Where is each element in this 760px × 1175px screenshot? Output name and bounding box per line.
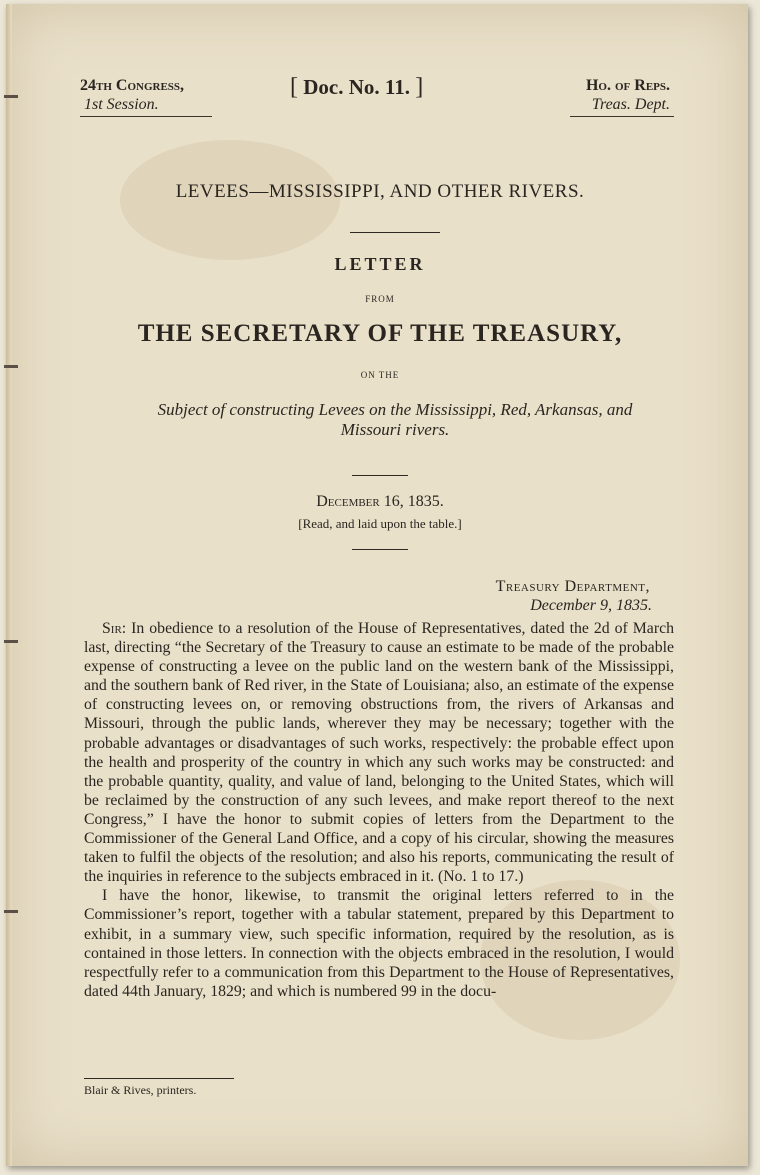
header-rule-right (570, 116, 674, 117)
from-label: FROM (365, 294, 395, 304)
binding-edge (6, 4, 12, 1166)
header-rule-left (80, 116, 212, 117)
printer-credit: Blair & Rives, printers. (84, 1083, 197, 1097)
house-label: Ho. of Reps. (585, 77, 670, 94)
binding-mark (4, 640, 18, 643)
subject-description: Subject of constructing Levees on the Mississippi, Red, Arkansas, and Missouri rivers. (157, 400, 633, 439)
letterhead-department: Treasury Department, (495, 578, 650, 595)
paragraph: I have the honor, likewise, to transmit the original letters referred to in the Commissioner’s report, together with a tabular statement, prepared by this Department to exhibit, in a summary view, such specific information, required by the resolution, as is contained in those letters. In connection with the objects embraced in the resolution, I would respectfully refer to a communication from this Department to the House of Representatives, dated 44th January, 1829; and which is numbered 99 in the docu- (84, 887, 674, 1000)
letter-heading: LETTER (334, 254, 426, 274)
read-note: [Read, and laid upon the table.] (298, 516, 462, 531)
doc-number-label: Doc. No. 11. (303, 75, 410, 99)
title-rule (350, 232, 440, 233)
letterhead-date: December 9, 1835. (530, 597, 652, 614)
report-date: December 16, 1835. (316, 493, 444, 510)
on-the-label: ON THE (360, 370, 400, 380)
binding-mark (4, 95, 18, 98)
congress-label: 24th Congress, (80, 77, 185, 94)
divider-rule (352, 549, 408, 550)
document-number: [ Doc. No. 11. ] (290, 74, 424, 100)
paragraph: Sir: In obedience to a resolution of the House of Representatives, dated the 2d of March last, directing “the Secretary of the Treasury to cause an estimate to be made of the probable expense of constructing a levee on the public land on the western bank of the Mississippi, and the southern bank of Red river, in the State of Louisiana; also, an estimate of the expense of constructing levees on, or removing obstructions from, the rivers of Arkansas and Missouri, through the public lands, wherever they may be necessary; together with the probable advantages or disadvantages of such works, respectively: the probable effect upon the health and prosperity of the country in which any such works may be constructed: and the probable quantity, quality, and value of land, belonging to the United States, which will be reclaimed by the construction of any such levees, and make report thereof to the next Congress,” I have the honor to submit copies of letters from the Department to the Commissioner of the General Land Office, and a copy of his circular, showing the measures taken to fulfil the objects of the resolution; and also his reports, communicating the result of the inquiries in reference to the subjects embraced in it. (No. 1 to 17.) (84, 620, 674, 886)
secretary-heading: THE SECRETARY OF THE TREASURY, (137, 320, 623, 347)
binding-mark (4, 910, 18, 913)
binding-mark (4, 365, 18, 368)
letter-body (84, 619, 674, 1001)
subject-heading: LEVEES—MISSISSIPPI, AND OTHER RIVERS. (175, 181, 585, 202)
divider-rule (352, 475, 408, 476)
session-label: 1st Session. (84, 96, 159, 113)
footer-rule (84, 1078, 234, 1079)
congress-session-header (80, 76, 184, 114)
dept-label: Treas. Dept. (591, 96, 670, 113)
salutation: Sir (102, 620, 122, 637)
house-dept-header (586, 76, 670, 114)
